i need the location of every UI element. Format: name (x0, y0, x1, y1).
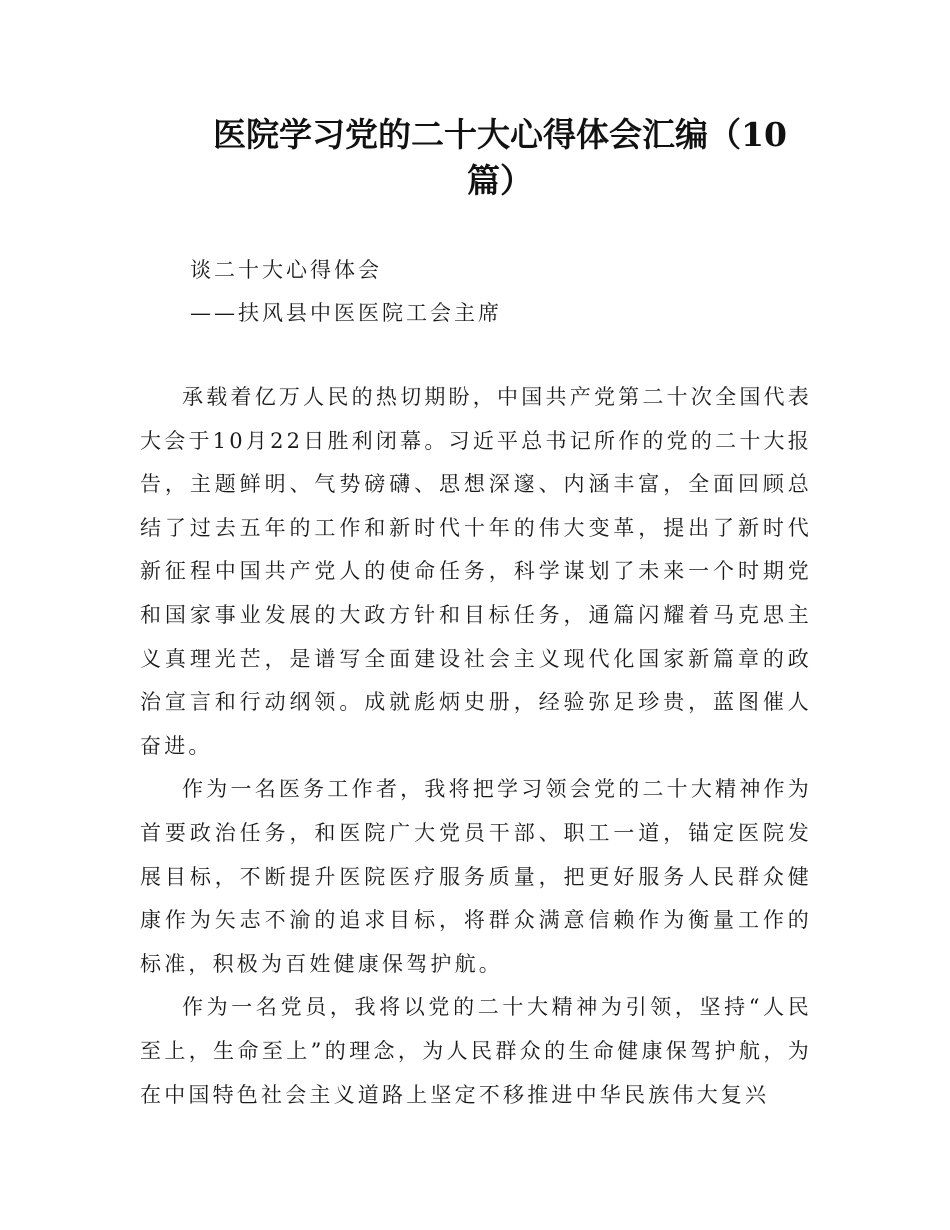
title-line-2: 篇） (467, 161, 533, 200)
document-title (140, 112, 860, 204)
author-line: ——扶风县中医医院工会主席 (190, 301, 502, 325)
title-line-1: 医院学习党的二十大心得体会汇编（10 (213, 115, 787, 154)
paragraph-3: 作为一名党员，我将以党的二十大精神为引领，坚持“人民至上，生命至上”的理念，为人民群众的生命健康保驾护航，为在中国特色社会主义道路上坚定不移推进中华民族伟大复兴 (140, 995, 812, 1107)
paragraph-2: 作为一名医务工作者，我将把学习领会党的二十大精神作为首要政治任务，和医院广大党员干部、职工一道，锚定医院发展目标，不断提升医院医疗服务质量，把更好服务人民群众健康作为矢志不渝的追求目标，将群众满意信赖作为衡量工作的标准，积极为百姓健康保驾护航。 (140, 777, 812, 976)
section-subtitle: 谈二十大心得体会 (190, 258, 382, 282)
paragraph-1: 承载着亿万人民的热切期盼，中国共产党第二十次全国代表大会于10月22日胜利闭幕。习近平总书记所作的党的二十大报告，主题鲜明、气势磅礴、思想深邃、内涵丰富，全面回顾总结了过去五年的工作和新时代十年的伟大变革，提出了新时代新征程中国共产党人的使命任务，科学谋划了未来一个时期党和国家事业发展的大政方针和目标任务，通篇闪耀着马克思主义真理光芒，是谱写全面建设社会主义现代化国家新篇章的政治宣言和行动纲领。成就彪炳史册，经验弥足珍贵，蓝图催人奋进。 (140, 385, 812, 758)
body-text (140, 376, 812, 1117)
